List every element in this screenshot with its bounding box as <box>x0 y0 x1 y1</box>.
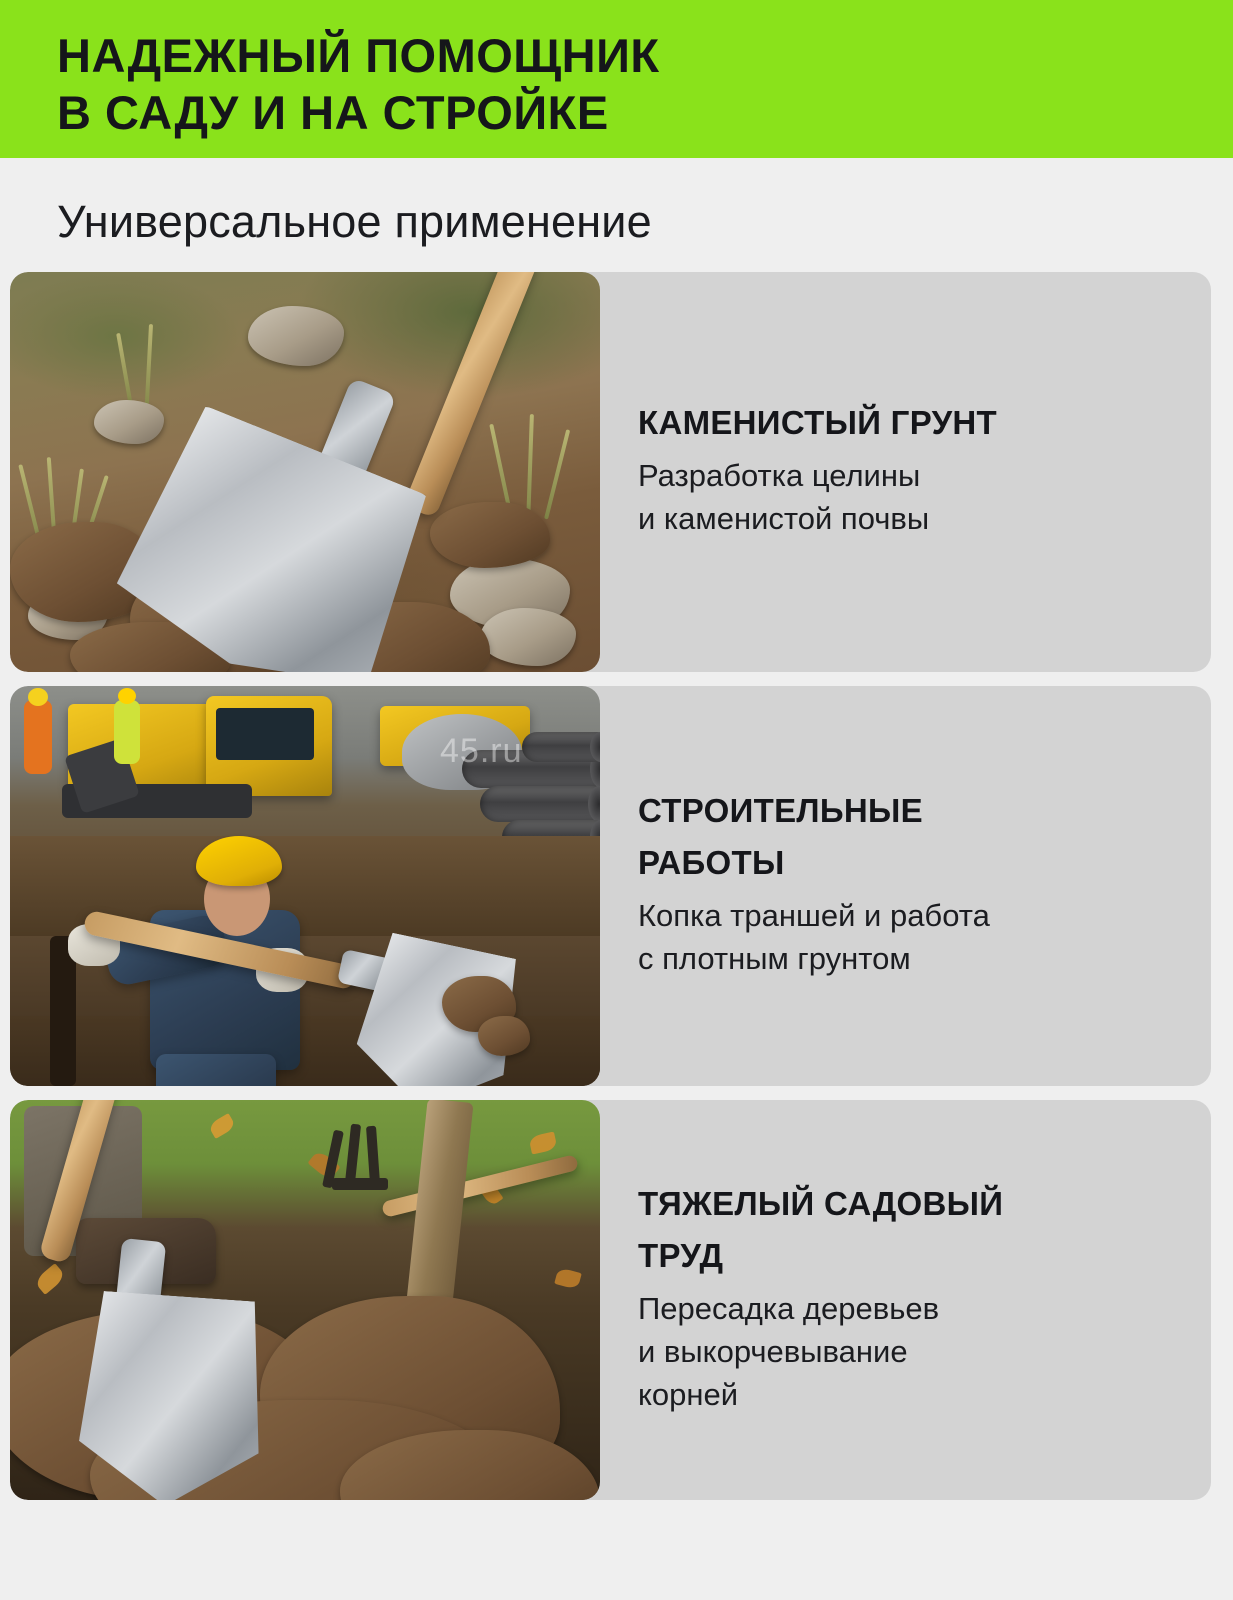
construction-desc-line-2: с плотным грунтом <box>638 941 911 977</box>
feature-card-garden <box>10 1100 1211 1500</box>
rocky-soil-text <box>600 272 1211 672</box>
construction-title-line-1: СТРОИТЕЛЬНЫЕ <box>638 791 923 829</box>
section-subtitle: Универсальное применение <box>57 196 652 247</box>
construction-title-line-2: РАБОТЫ <box>638 844 785 882</box>
section-subtitle-wrap <box>0 158 1233 272</box>
header-title-line-2: В САДУ И НА СТРОЙКЕ <box>57 86 609 139</box>
garden-desc-line-3: корней <box>638 1376 739 1412</box>
construction-desc-line-1: Копка траншей и работа <box>638 898 990 934</box>
garden-title-line-1: ТЯЖЕЛЫЙ САДОВЫЙ <box>638 1184 1004 1222</box>
rocky-soil-desc-line-1: Разработка целины <box>638 458 921 494</box>
feature-card-construction <box>10 686 1211 1086</box>
rocky-soil-desc-line-2: и каменистой почвы <box>638 501 930 537</box>
feature-card-rocky-soil <box>10 272 1211 672</box>
rocky-soil-title: КАМЕНИСТЫЙ ГРУНТ <box>638 404 997 442</box>
garden-desc-line-2: и выкорчевывание <box>638 1333 908 1369</box>
worker-legs <box>156 1054 276 1086</box>
header-banner <box>0 0 1233 158</box>
shovel-handle <box>403 272 539 518</box>
construction-text <box>600 686 1211 1086</box>
garden-text <box>600 1100 1211 1500</box>
rocky-soil-photo <box>10 272 600 672</box>
header-title-line-1: НАДЕЖНЫЙ ПОМОЩНИК <box>57 28 660 82</box>
garden-photo <box>10 1100 600 1500</box>
garden-desc-line-1: Пересадка деревьев <box>638 1291 940 1327</box>
feature-card-list <box>0 272 1233 1520</box>
garden-title-line-2: ТРУД <box>638 1236 724 1274</box>
watermark: 45.ru <box>440 732 523 770</box>
construction-photo <box>10 686 600 1086</box>
